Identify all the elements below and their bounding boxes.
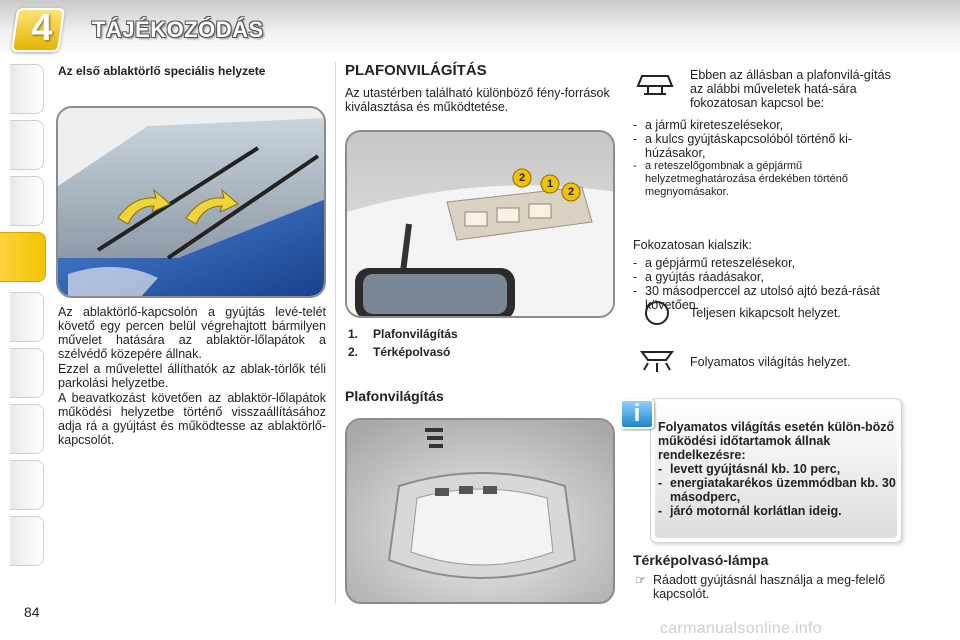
list-label-1: Plafonvilágítás <box>373 327 458 341</box>
info-title: Folyamatos világítás esetén külön-böző működési időtartamok állnak rendelkezésre: <box>658 420 895 462</box>
door-mode-text: Ebben az állásban a plafonvilá-gítás az alábbi műveletek hatá-sára fokozatosan kapcsol be: <box>690 68 891 110</box>
map-lamp-text: Ráadott gyújtásnál használja a meg-felelő kapcsolót. <box>653 573 886 601</box>
info-item: - levett gyújtásnál kb. 10 perc, <box>658 462 898 476</box>
permanent-light-text: Folyamatos világítás helyzet. <box>690 355 851 369</box>
page-number: 84 <box>24 604 40 620</box>
switch-on-item: - a kulcs gyújtáskapcsolóból történő ki-húzásakor, <box>633 132 905 160</box>
side-tab-9[interactable] <box>10 516 44 566</box>
list-number-2: 2. <box>348 345 359 359</box>
subsection-heading: Plafonvilágítás <box>345 388 444 404</box>
photo-label-left: 2 <box>519 172 526 184</box>
fade-title: Fokozatosan kialszik: <box>633 238 752 252</box>
section-title: PLAFONVILÁGÍTÁS <box>345 62 487 79</box>
off-position-text: Teljesen kikapcsolt helyzet. <box>690 306 841 320</box>
list-label-2: Térképolvasó <box>373 345 451 359</box>
wiper-heading: Az első ablaktörlő speciális helyzete <box>58 64 266 78</box>
ceiling-lamp-photo <box>345 130 615 318</box>
photo-label-right: 2 <box>568 186 575 198</box>
fade-list <box>633 256 905 312</box>
list-number-1: 1. <box>348 327 359 341</box>
permanent-light-icon <box>638 346 676 376</box>
wiper-paragraph-2: Ezzel a művelettel állíthatók az ablak-törlők téli parkolási helyzetbe. <box>58 362 326 390</box>
pointing-hand-icon: ☞ <box>635 573 647 587</box>
wiper-photo <box>56 106 326 298</box>
info-item: - járó motornál korlátlan ideig. <box>658 504 898 518</box>
fade-item: - 30 másodperccel az utolsó ajtó bezá-rását követően. <box>633 284 905 312</box>
chapter-title: TÁJÉKOZÓDÁS <box>92 17 264 42</box>
info-list <box>658 462 898 518</box>
info-item: - energiatakarékos üzemmódban kb. 30 másodperc, <box>658 476 898 504</box>
switch-on-item: - a reteszelőgombnak a gépjármű helyzetmeghatározása érdekében történő megnyomásakor. <box>633 160 905 199</box>
lamp-unit-photo <box>345 418 615 604</box>
wiper-paragraph-3: A beavatkozást követően az ablaktör-lőlapátok működési helyzetbe történő visszaállításához adja rá a gyújtást és működtesse az ablaktörlő-kapcsolót. <box>58 391 326 447</box>
side-tab-1[interactable] <box>10 64 44 114</box>
section-intro: Az utastérben található különböző fény-források kiválasztása és működtetése. <box>345 86 610 114</box>
side-tab-2[interactable] <box>10 120 44 170</box>
side-tab-5[interactable] <box>10 292 44 342</box>
ceiling-lamp-illustration <box>347 132 615 318</box>
switch-on-list <box>633 118 905 199</box>
side-tab-8[interactable] <box>10 460 44 510</box>
side-tabs <box>0 64 48 574</box>
car-windshield-illustration <box>58 108 326 298</box>
map-lamp-heading: Térképolvasó-lámpa <box>633 552 769 568</box>
chapter-number: 4 <box>31 7 53 49</box>
side-tab-4-active[interactable] <box>0 232 46 282</box>
wiper-paragraph-1: Az ablaktörlő-kapcsolón a gyújtás levé-telét követő egy percen belül végrehajtott bármilyen művelet hatására az ablaktör-lőlapátok a szélvédő közepére állnak. <box>58 305 326 361</box>
photo-label-center: 1 <box>547 178 554 190</box>
watermark: carmanualsonline.info <box>660 620 822 637</box>
fade-item: - a gyújtás ráadásakor, <box>633 270 905 284</box>
fade-item: - a gépjármű reteszelésekor, <box>633 256 905 270</box>
info-icon: i <box>620 399 654 429</box>
switch-on-item: - a jármű kireteszelésekor, <box>633 118 905 132</box>
door-mode-icon <box>636 72 674 98</box>
side-tab-6[interactable] <box>10 348 44 398</box>
lamp-unit-illustration <box>347 420 615 604</box>
column-divider <box>335 62 336 604</box>
off-position-icon <box>642 298 672 328</box>
side-tab-7[interactable] <box>10 404 44 454</box>
side-tab-3[interactable] <box>10 176 44 226</box>
